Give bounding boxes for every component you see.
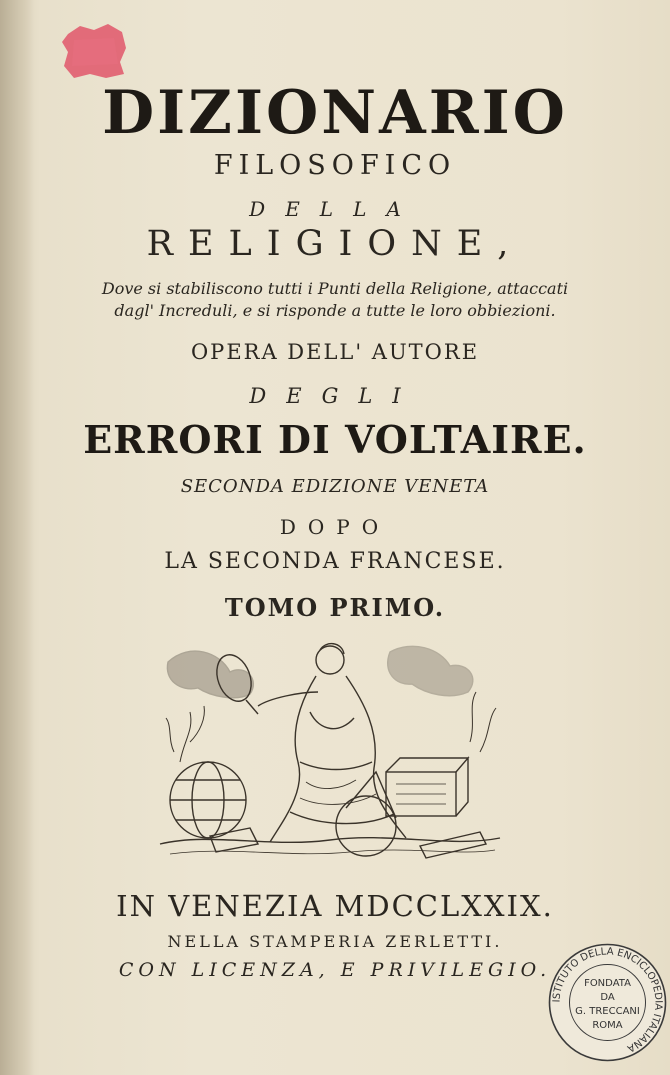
subtitle-della: DELLA: [249, 197, 421, 221]
subtitle-filosofico: FILOSOFICO: [213, 150, 457, 181]
book-title: DIZIONARIO: [102, 78, 568, 148]
author-line-3: ERRORI DI VOLTAIRE.: [83, 417, 587, 462]
allegorical-vignette-icon: [150, 622, 510, 872]
volume-label: TOMO PRIMO.: [224, 593, 446, 622]
description-line-2: dagl' Increduli, e si risponde a tutte le loro obbiezioni.: [114, 301, 556, 320]
author-line-2: DEGLI: [249, 384, 421, 408]
imprint-printer: NELLA STAMPERIA ZERLETTI.: [167, 932, 503, 951]
description-line-1: Dove si stabiliscono tutti i Punti della Religione, attaccati: [101, 279, 569, 298]
stamp-center-line-4: ROMA: [592, 1020, 623, 1031]
library-ownership-stamp-icon: [545, 940, 670, 1065]
author-line-1: OPERA DELL' AUTORE: [190, 340, 480, 364]
stamp-center-line-2: DA: [600, 992, 615, 1003]
stamp-ring-text: ISTITUTO DELLA ENCICLOPEDIA ITALIANA: [551, 946, 664, 1054]
stamp-center-line-3: G. TRECCANI: [575, 1006, 640, 1017]
subtitle-religione: RELIGIONE,: [146, 224, 524, 264]
imprint-place-date: IN VENEZIA MDCCLXXIX.: [116, 889, 554, 923]
stamp-center-line-1: FONDATA: [584, 978, 631, 989]
imprint-license: CON LICENZA, E PRIVILEGIO.: [118, 959, 552, 981]
red-library-stamp-icon: [60, 22, 128, 80]
edition-line-2: DOPO: [279, 515, 391, 539]
edition-line-3: LA SECONDA FRANCESE.: [164, 549, 506, 574]
edition-line-1: SECONDA EDIZIONE VENETA: [180, 476, 490, 497]
